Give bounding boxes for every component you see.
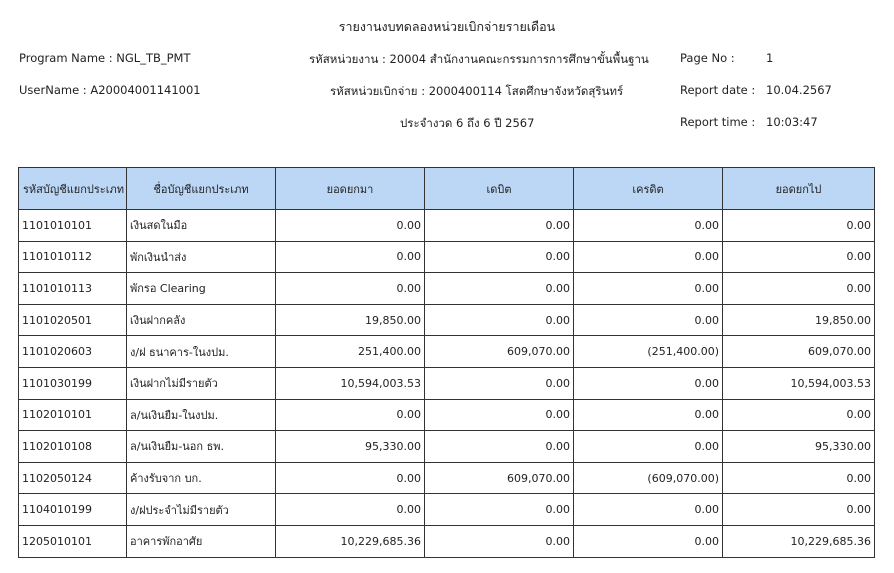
table-row [19, 399, 875, 431]
credit-cell: 0.00 [574, 367, 723, 399]
opening-balance-cell: 10,229,685.36 [276, 525, 425, 557]
account-code-cell: 1101020603 [19, 336, 127, 368]
account-name-cell: ล/นเงินยืม-นอก ธพ. [127, 431, 276, 463]
opening-balance-cell: 0.00 [276, 494, 425, 526]
debit-cell: 0.00 [425, 494, 574, 526]
account-code-cell: 1101010113 [19, 273, 127, 305]
report-time-label: Report time : [680, 115, 756, 129]
credit-cell: 0.00 [574, 431, 723, 463]
report-date-label: Report date : [680, 83, 756, 97]
closing-balance-cell: 0.00 [723, 399, 875, 431]
closing-balance-cell: 95,330.00 [723, 431, 875, 463]
account-name-cell: พักรอ Clearing [127, 273, 276, 305]
closing-balance-cell: 609,070.00 [723, 336, 875, 368]
closing-balance-cell: 10,594,003.53 [723, 367, 875, 399]
table-row [19, 525, 875, 557]
table-row [19, 367, 875, 399]
opening-balance-cell: 0.00 [276, 399, 425, 431]
debit-cell: 0.00 [425, 273, 574, 305]
column-header-debit: เดบิต [425, 168, 574, 210]
account-name-cell: พักเงินนำส่ง [127, 241, 276, 273]
closing-balance-cell: 0.00 [723, 494, 875, 526]
account-name-cell: ง/ฝประจำไม่มีรายตัว [127, 494, 276, 526]
agency-code: รหัสหน่วยงาน : 20004 สำนักงานคณะกรรมการการศึกษาขั้นพื้นฐาน [309, 52, 649, 66]
account-name-cell: เงินฝากไม่มีรายตัว [127, 367, 276, 399]
account-name-cell: ค้างรับจาก บก. [127, 462, 276, 494]
account-name-cell: ล/นเงินยืม-ในงปม. [127, 399, 276, 431]
column-header-closing-balance: ยอดยกไป [723, 168, 875, 210]
report-time-value: 10:03:47 [766, 115, 818, 129]
closing-balance-cell: 0.00 [723, 462, 875, 494]
debit-cell: 0.00 [425, 210, 574, 242]
disbursing-unit-code: รหัสหน่วยเบิกจ่าย : 2000400114 โสตศึกษาจังหวัดสุรินทร์ [330, 84, 624, 98]
column-header-credit: เครดิต [574, 168, 723, 210]
debit-cell: 0.00 [425, 241, 574, 273]
opening-balance-cell: 0.00 [276, 462, 425, 494]
table-row [19, 462, 875, 494]
debit-cell: 0.00 [425, 304, 574, 336]
opening-balance-cell: 10,594,003.53 [276, 367, 425, 399]
column-header-account-code: รหัสบัญชีแยกประเภท [19, 168, 127, 210]
table-header-row [19, 168, 875, 210]
opening-balance-cell: 0.00 [276, 241, 425, 273]
credit-cell: 0.00 [574, 494, 723, 526]
table-row [19, 431, 875, 463]
credit-cell: 0.00 [574, 525, 723, 557]
credit-cell: 0.00 [574, 241, 723, 273]
column-header-opening-balance: ยอดยกมา [276, 168, 425, 210]
table-row [19, 273, 875, 305]
credit-cell: 0.00 [574, 273, 723, 305]
closing-balance-cell: 0.00 [723, 241, 875, 273]
credit-cell: 0.00 [574, 210, 723, 242]
table-row [19, 304, 875, 336]
debit-cell: 609,070.00 [425, 462, 574, 494]
table-row [19, 336, 875, 368]
account-name-cell: ง/ฝ ธนาคาร-ในงปม. [127, 336, 276, 368]
account-name-cell: เงินฝากคลัง [127, 304, 276, 336]
page-no-value: 1 [766, 51, 774, 65]
debit-cell: 609,070.00 [425, 336, 574, 368]
trial-balance-table [18, 167, 875, 558]
debit-cell: 0.00 [425, 525, 574, 557]
closing-balance-cell: 10,229,685.36 [723, 525, 875, 557]
opening-balance-cell: 251,400.00 [276, 336, 425, 368]
account-code-cell: 1102050124 [19, 462, 127, 494]
account-code-cell: 1101030199 [19, 367, 127, 399]
account-name-cell: อาคารพักอาศัย [127, 525, 276, 557]
credit-cell: (251,400.00) [574, 336, 723, 368]
credit-cell: 0.00 [574, 399, 723, 431]
credit-cell: (609,070.00) [574, 462, 723, 494]
account-code-cell: 1101010112 [19, 241, 127, 273]
table-row [19, 210, 875, 242]
table-row [19, 241, 875, 273]
report-period: ประจำงวด 6 ถึง 6 ปี 2567 [400, 116, 535, 130]
closing-balance-cell: 0.00 [723, 210, 875, 242]
column-header-account-name: ชื่อบัญชีแยกประเภท [127, 168, 276, 210]
opening-balance-cell: 19,850.00 [276, 304, 425, 336]
account-code-cell: 1102010108 [19, 431, 127, 463]
opening-balance-cell: 0.00 [276, 210, 425, 242]
user-name: UserName : A20004001141001 [19, 83, 201, 97]
account-code-cell: 1101010101 [19, 210, 127, 242]
page-no-label: Page No : [680, 51, 735, 65]
debit-cell: 0.00 [425, 367, 574, 399]
opening-balance-cell: 95,330.00 [276, 431, 425, 463]
debit-cell: 0.00 [425, 431, 574, 463]
report-date-value: 10.04.2567 [766, 83, 832, 97]
credit-cell: 0.00 [574, 304, 723, 336]
program-name: Program Name : NGL_TB_PMT [19, 51, 191, 65]
table-row [19, 494, 875, 526]
account-code-cell: 1102010101 [19, 399, 127, 431]
account-code-cell: 1101020501 [19, 304, 127, 336]
account-code-cell: 1205010101 [19, 525, 127, 557]
account-code-cell: 1104010199 [19, 494, 127, 526]
closing-balance-cell: 0.00 [723, 273, 875, 305]
report-title: รายงานงบทดลองหน่วยเบิกจ่ายรายเดือน [338, 19, 556, 34]
account-name-cell: เงินสดในมือ [127, 210, 276, 242]
debit-cell: 0.00 [425, 399, 574, 431]
opening-balance-cell: 0.00 [276, 273, 425, 305]
closing-balance-cell: 19,850.00 [723, 304, 875, 336]
